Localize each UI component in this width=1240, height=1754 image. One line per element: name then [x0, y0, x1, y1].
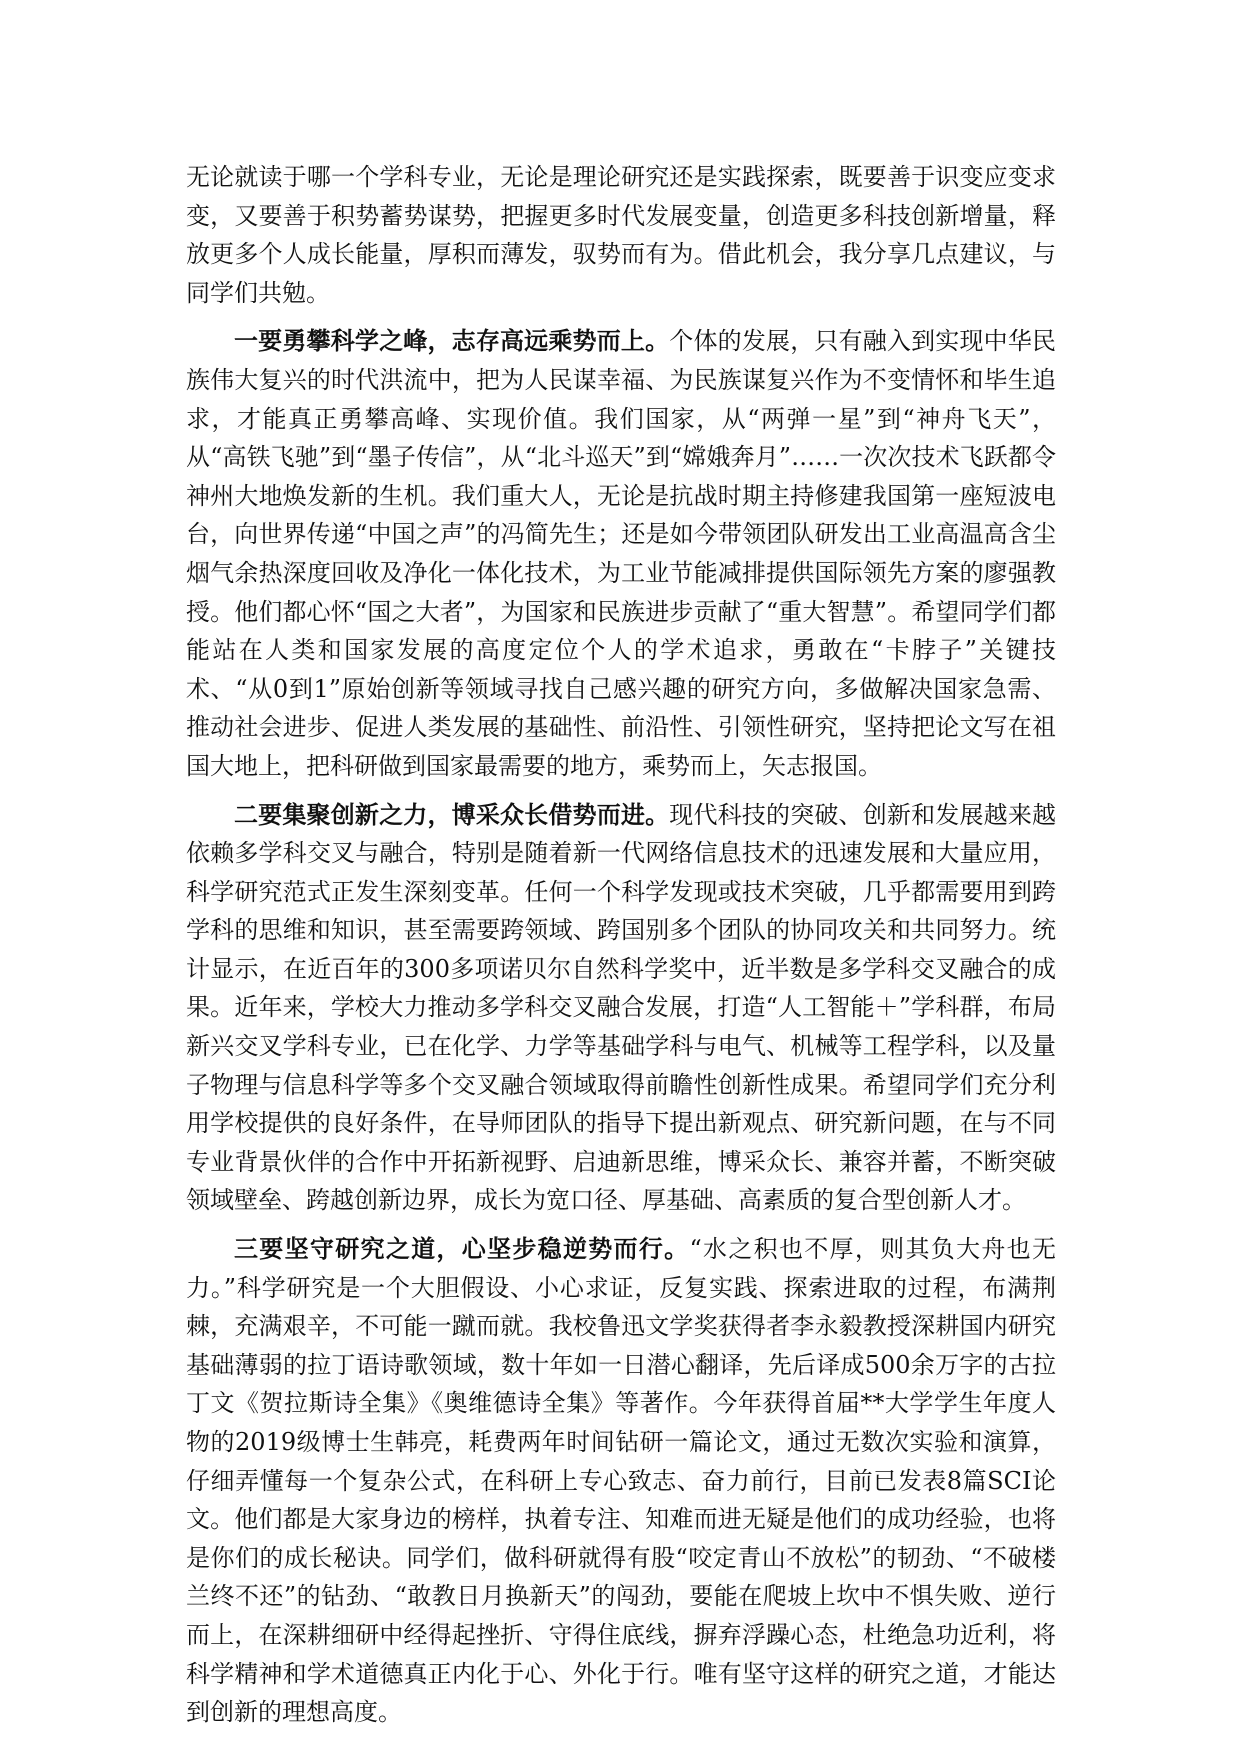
paragraph-text: 现代科技的突破、创新和发展越来越依赖多学科交叉与融合，特别是随着新一代网络信息技术的迅速发展和大量应用，科学研究范式正发生深刻变革。任何一个科学发现或技术突破，几乎都需要用到跨学科的思维和知识，甚至需要跨领域、跨国别多个团队的协同攻关和共同努力。统计显示，在近百年的300多项诺贝尔自然科学奖中，近半数是多学科交叉融合的成果。近年来，学校大力推动多学科交叉融合发展，打造“人工智能＋”学科群，布局新兴交叉学科专业，已在化学、力学等基础学科与电气、机械等工程学科，以及量子物理与信息科学等多个交叉融合领域取得前瞻性创新性成果。希望同学们充分利用学校提供的良好条件，在导师团队的指导下提出新观点、研究新问题，在与不同专业背景伙伴的合作中开拓新视野、启迪新思维，博采众长、兼容并蓄，不断突破领域壁垒、跨越创新边界，成长为宽口径、厚基础、高素质的复合型创新人才。: [186, 800, 1057, 1215]
document-page: [186, 158, 1056, 1742]
paragraph-point-one: [186, 322, 1056, 785]
paragraph-point-two: [186, 796, 1056, 1221]
paragraph-lead: 一要勇攀科学之峰，志存高远乘势而上。: [234, 327, 670, 356]
paragraph-text: “水之积也不厚，则其负大舟也无力。”科学研究是一个大胆假设、小心求证，反复实践、探索进取的过程，布满荆棘，充满艰辛，不可能一蹴而就。我校鲁迅文学奖获得者李永毅教授深耕国内研究基础薄弱的拉丁语诗歌领域，数十年如一日潜心翻译，先后译成500余万字的古拉丁文《贺拉斯诗全集》《奥维德诗全集》等著作。今年获得首届**大学学生年度人物的2019级博士生韩亮，耗费两年时间钻研一篇论文，通过无数次实验和演算，仔细弄懂每一个复杂公式，在科研上专心致志、奋力前行，目前已发表8篇SCI论文。他们都是大家身边的榜样，执着专注、知难而进无疑是他们的成功经验，也将是你们的成长秘诀。同学们，做科研就得有股“咬定青山不放松”的韧劲、“不破楼兰终不还”的钻劲、“敢教日月换新天”的闯劲，要能在爬坡上坎中不惧失败、逆行而上，在深耕细研中经得起挫折、守得住底线，摒弃浮躁心态，杜绝急功近利，将科学精神和学术道德真正内化于心、外化于行。唯有坚守这样的研究之道，才能达到创新的理想高度。: [186, 1235, 1056, 1727]
paragraph-text: 无论就读于哪一个学科专业，无论是理论研究还是实践探索，既要善于识变应变求变，又要善于积势蓄势谋势，把握更多时代发展变量，创造更多科技创新增量，释放更多个人成长能量，厚积而薄发，驭势而有为。借此机会，我分享几点建议，与同学们共勉。: [186, 163, 1056, 307]
paragraph-lead: 二要集聚创新之力，博采众长借势而进。: [234, 800, 670, 829]
paragraph-intro: [186, 158, 1056, 312]
paragraph-point-three: [186, 1230, 1056, 1732]
paragraph-lead: 三要坚守研究之道，心坚步稳逆势而行。: [234, 1235, 690, 1264]
paragraph-text: 个体的发展，只有融入到实现中华民族伟大复兴的时代洪流中，把为人民谋幸福、为民族谋复兴作为不变情怀和毕生追求，才能真正勇攀高峰、实现价值。我们国家，从“两弹一星”到“神舟飞天”，从“高铁飞驰”到“墨子传信”，从“北斗巡天”到“嫦娥奔月”……一次次技术飞跃都令神州大地焕发新的生机。我们重大人，无论是抗战时期主持修建我国第一座短波电台，向世界传递“中国之声”的冯简先生；还是如今带领团队研发出工业高温高含尘烟气余热深度回收及净化一体化技术，为工业节能减排提供国际领先方案的廖强教授。他们都心怀“国之大者”，为国家和民族进步贡献了“重大智慧”。希望同学们都能站在人类和国家发展的高度定位个人的学术追求，勇敢在“卡脖子”关键技术、“从0到1”原始创新等领域寻找自己感兴趣的研究方向，多做解决国家急需、推动社会进步、促进人类发展的基础性、前沿性、引领性研究，坚持把论文写在祖国大地上，把科研做到国家最需要的地方，乘势而上，矢志报国。: [186, 327, 1057, 780]
